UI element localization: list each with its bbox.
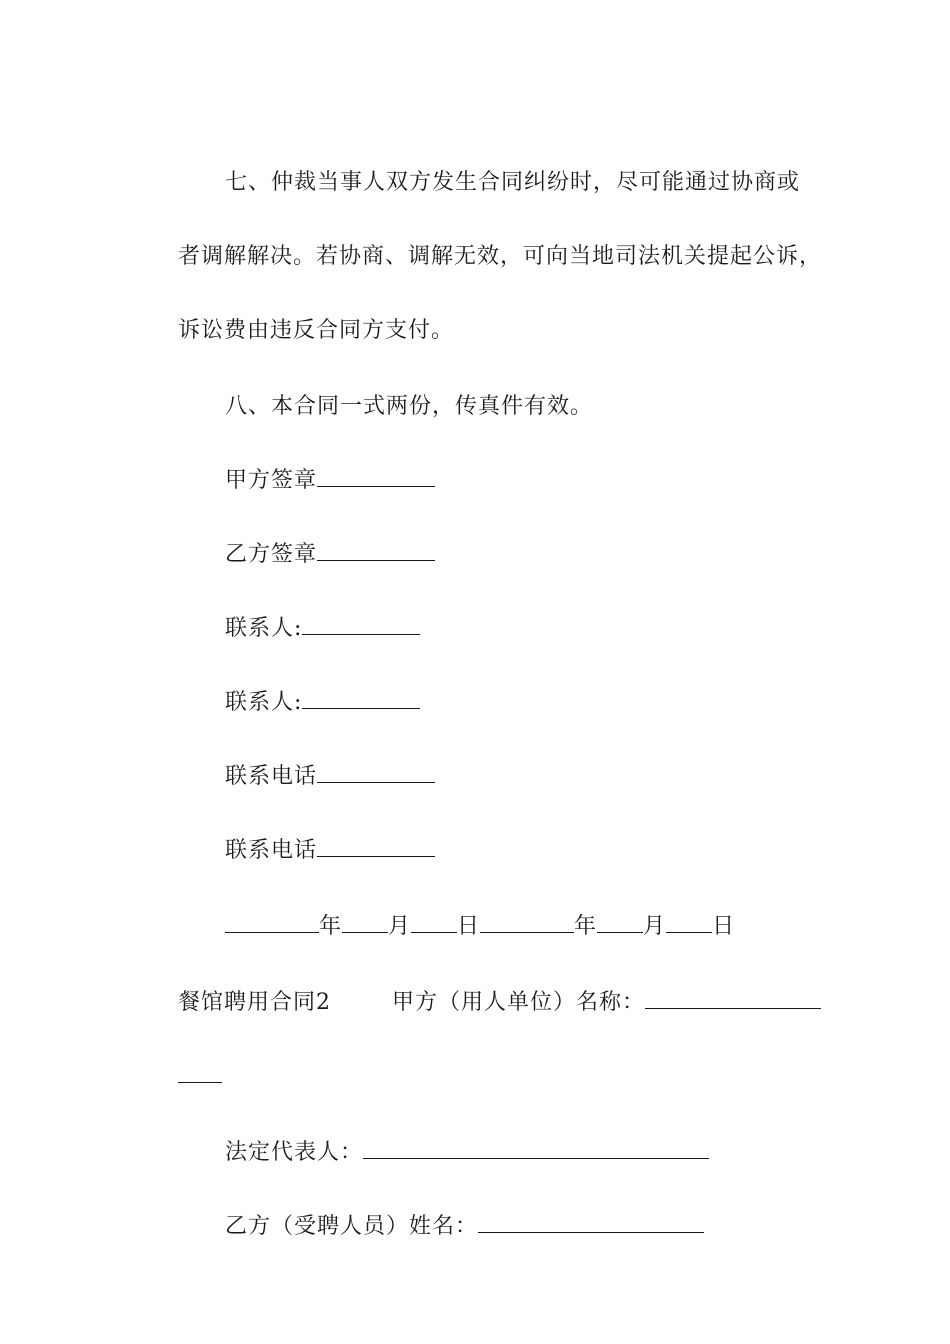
party-b-name-blank[interactable] <box>478 1212 704 1233</box>
phone-1-label: 联系电话 <box>224 764 317 789</box>
contact-2-label: 联系人: <box>224 690 303 715</box>
party-b-seal-label: 乙方签章 <box>224 542 317 567</box>
day-2-label: 日 <box>712 914 736 939</box>
day-1-label: 日 <box>457 914 481 939</box>
year-2-blank[interactable] <box>480 912 574 933</box>
party-b-name-label: 乙方（受聘人员）姓名： <box>224 1214 478 1239</box>
party-a-seal-label: 甲方签章 <box>224 468 317 493</box>
year-1-blank[interactable] <box>225 912 319 933</box>
party-a-name-label: 甲方（用人单位）名称： <box>391 990 645 1015</box>
party-a-name-blank-continued[interactable] <box>178 1062 222 1083</box>
contract-2-title: 餐馆聘用合同2 <box>177 990 331 1015</box>
clause-7-text-1: 七、仲裁当事人双方发生合同纠纷时，尽可能通过协商或 <box>224 170 800 195</box>
day-2-blank[interactable] <box>666 912 712 933</box>
month-2-blank[interactable] <box>597 912 643 933</box>
clause-7-text-3: 诉讼费由违反合同方支付。 <box>177 318 454 343</box>
clause-8-text: 八、本合同一式两份，传真件有效。 <box>224 394 593 419</box>
contact-2-blank[interactable] <box>302 688 420 709</box>
month-1-label: 月 <box>388 914 412 939</box>
clause-7-text-2: 者调解解决。若协商、调解无效，可向当地司法机关提起公诉， <box>177 244 822 269</box>
phone-2-label: 联系电话 <box>224 838 317 863</box>
party-b-name-row <box>193 1182 704 1272</box>
party-a-seal-blank[interactable] <box>317 466 435 487</box>
party-a-name-row <box>360 958 821 1048</box>
month-1-blank[interactable] <box>342 912 388 933</box>
contact-1-blank[interactable] <box>302 614 420 635</box>
year-1-label: 年 <box>318 914 342 939</box>
day-1-blank[interactable] <box>411 912 457 933</box>
legal-rep-label: 法定代表人： <box>224 1140 363 1165</box>
month-2-label: 月 <box>643 914 667 939</box>
contact-1-label: 联系人: <box>224 616 303 641</box>
party-b-seal-blank[interactable] <box>317 540 435 561</box>
legal-rep-blank[interactable] <box>363 1138 709 1159</box>
party-a-name-blank[interactable] <box>645 988 821 1009</box>
phone-1-blank[interactable] <box>317 762 435 783</box>
phone-2-blank[interactable] <box>317 836 435 857</box>
year-2-label: 年 <box>574 914 598 939</box>
